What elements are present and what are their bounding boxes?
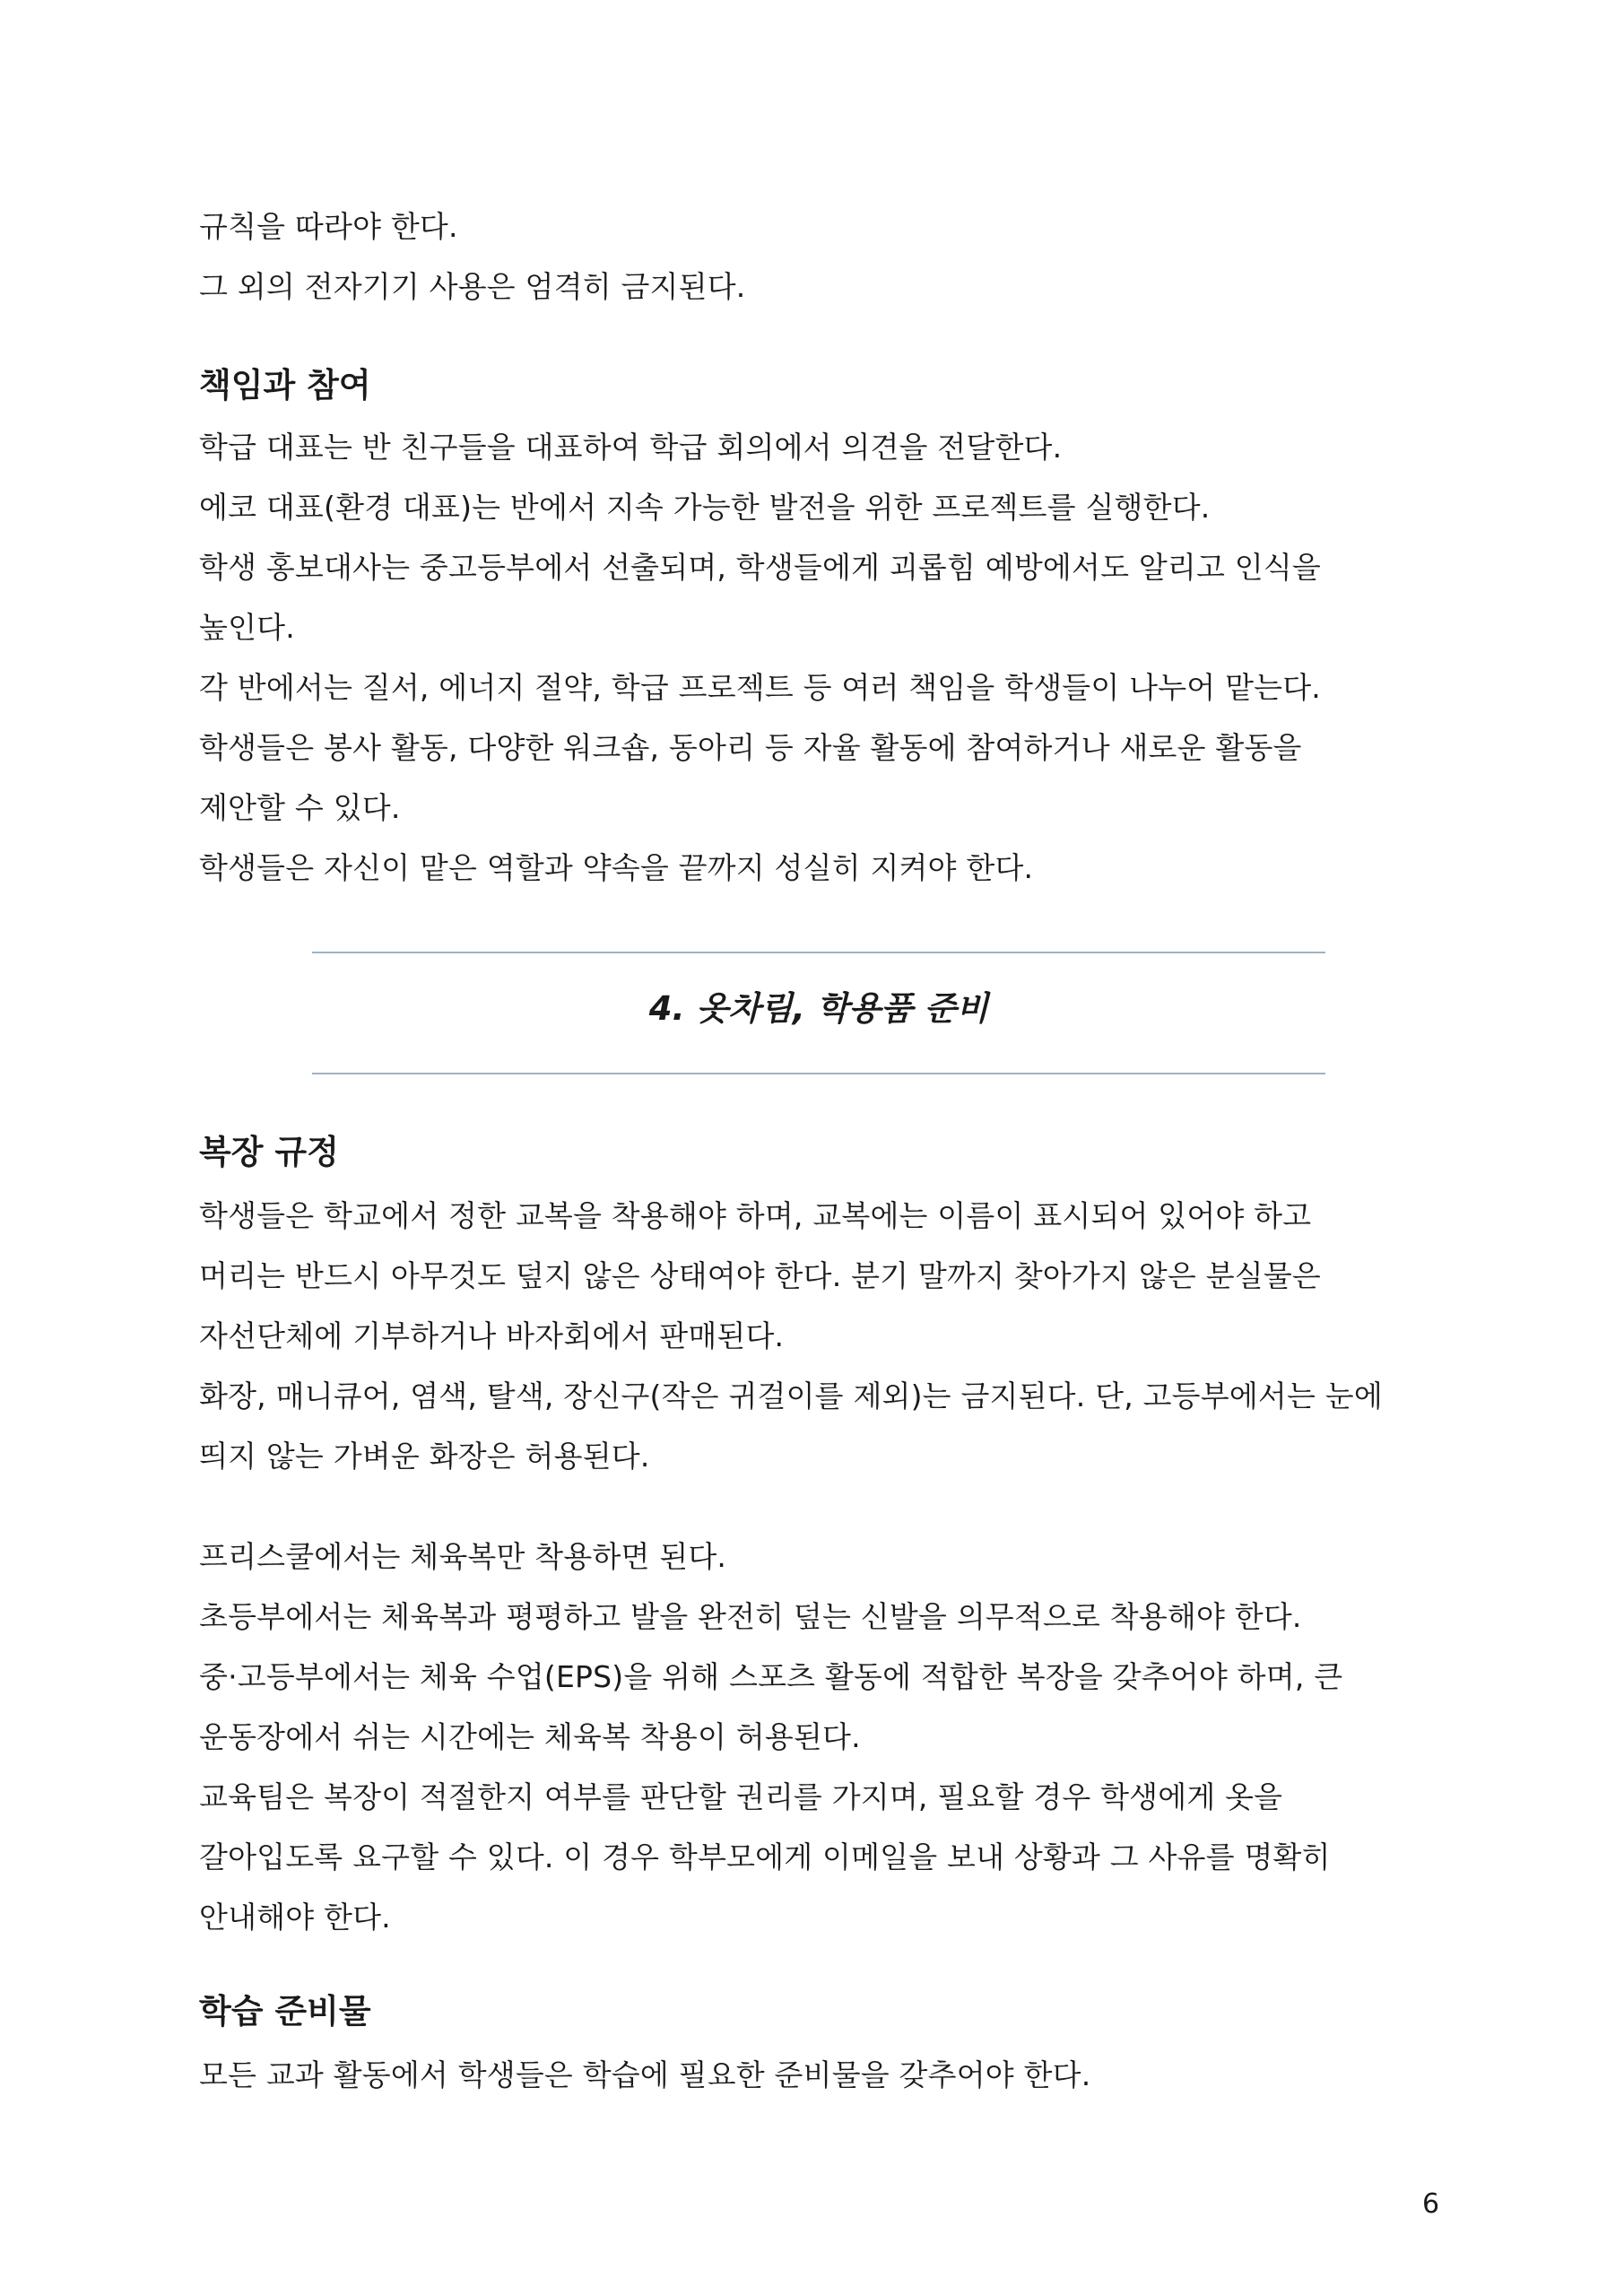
text-line: 교육팀은 복장이 적절한지 여부를 판단할 권리를 가지며, 필요할 경우 학생에게 옷을 — [199, 1779, 1283, 1814]
text-line: 각 반에서는 질서, 에너지 절약, 학급 프로젝트 등 여러 책임을 학생들이 나누어 맡는다. — [199, 670, 1321, 705]
text-line: 화장, 매니큐어, 염색, 탈색, 장신구(작은 귀걸이를 제외)는 금지된다. 단, 고등부에서는 눈에 — [199, 1378, 1383, 1413]
text-line: 초등부에서는 체육복과 평평하고 발을 완전히 덮는 신발을 의무적으로 착용해야 한다. — [199, 1599, 1302, 1634]
section-heading-responsibility: 책임과 참여 — [199, 366, 371, 404]
paragraph-dress-code-a — [199, 1186, 1383, 1486]
text-line: 갈아입도록 요구할 수 있다. 이 경우 학부모에게 이메일을 보내 상황과 그 사유를 명확히 — [199, 1839, 1331, 1874]
text-line: 그 외의 전자기기 사용은 엄격히 금지된다. — [199, 269, 746, 304]
paragraph-continuation — [199, 196, 745, 317]
text-line: 운동장에서 쉬는 시간에는 체육복 착용이 허용된다. — [199, 1719, 861, 1754]
text-line: 자선단체에 기부하거나 바자회에서 판매된다. — [199, 1318, 785, 1353]
text-line: 프리스쿨에서는 체육복만 착용하면 된다. — [199, 1539, 727, 1574]
text-line: 중·고등부에서는 체육 수업(EPS)을 위해 스포츠 활동에 적합한 복장을 갖추어야 하며, 큰 — [199, 1659, 1343, 1694]
text-line: 학생 홍보대사는 중고등부에서 선출되며, 학생들에게 괴롭힘 예방에서도 알리고 인식을 — [199, 550, 1322, 585]
text-line: 높인다. — [199, 610, 295, 645]
paragraph-supplies — [199, 2045, 1090, 2105]
text-line: 머리는 반드시 아무것도 덮지 않은 상태여야 한다. 분기 말까지 찾아가지 않은 분실물은 — [199, 1258, 1322, 1293]
text-line: 학급 대표는 반 친구들을 대표하여 학급 회의에서 의견을 전달한다. — [199, 430, 1063, 465]
page-number: 6 — [1422, 2188, 1440, 2220]
section-heading-dress-code: 복장 규정 — [199, 1133, 339, 1171]
text-line: 제안할 수 있다. — [199, 790, 401, 825]
text-line: 학생들은 봉사 활동, 다양한 워크숍, 동아리 등 자율 활동에 참여하거나 새로운 활동을 — [199, 730, 1302, 765]
chapter-title: 4. 옷차림, 학용품 준비 — [648, 989, 989, 1028]
paragraph-responsibility — [199, 417, 1321, 898]
text-line: 규칙을 따라야 한다. — [199, 209, 458, 244]
text-line: 학생들은 학교에서 정한 교복을 착용해야 하며, 교복에는 이름이 표시되어 있어야 하고 — [199, 1198, 1312, 1233]
paragraph-dress-code-b — [199, 1526, 1342, 1947]
text-line: 안내해야 한다. — [199, 1900, 391, 1935]
section-heading-supplies: 학습 준비물 — [199, 1992, 371, 2031]
divider-top — [312, 952, 1325, 953]
text-line: 학생들은 자신이 맡은 역할과 약속을 끝까지 성실히 지켜야 한다. — [199, 850, 1034, 885]
divider-bottom — [312, 1073, 1325, 1074]
text-line: 에코 대표(환경 대표)는 반에서 지속 가능한 발전을 위한 프로젝트를 실행한다. — [199, 490, 1211, 525]
text-line: 모든 교과 활동에서 학생들은 학습에 필요한 준비물을 갖추어야 한다. — [199, 2057, 1091, 2092]
text-line: 띄지 않는 가벼운 화장은 허용된다. — [199, 1439, 650, 1474]
